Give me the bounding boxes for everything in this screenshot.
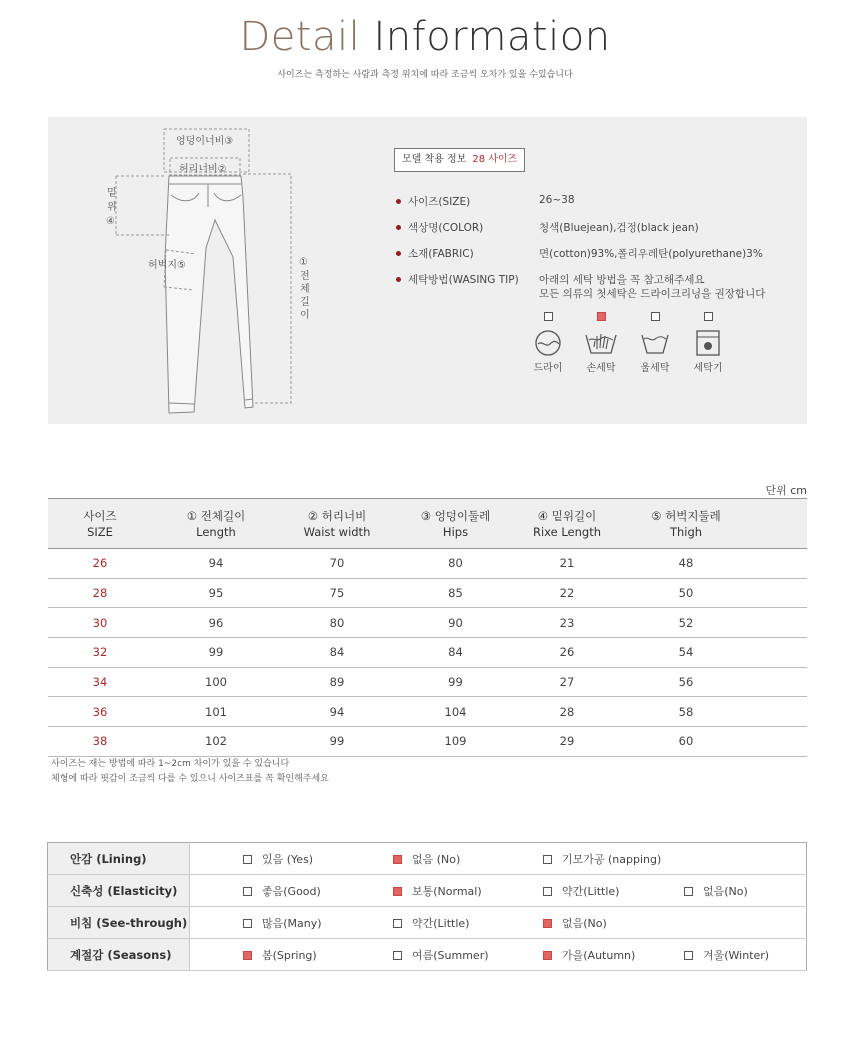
cell-waist: 80: [280, 608, 394, 638]
cell-rise: 26: [517, 638, 617, 668]
attr-label: 계절감 (Seasons): [48, 939, 190, 971]
cell-rise: 22: [517, 578, 617, 608]
bullet-dot: [396, 225, 401, 230]
spec-label: 소재(FABRIC): [408, 248, 474, 260]
cell-size: 36: [48, 697, 152, 727]
attr-option[interactable]: 많음(Many): [243, 915, 322, 931]
cell-thigh: 52: [617, 608, 755, 638]
attr-label: 비침 (See-through): [48, 907, 190, 939]
dry-clean-icon: [534, 329, 562, 357]
cell-hips: 85: [394, 578, 517, 608]
header-waist: ② 허리너비 Waist width: [280, 499, 394, 549]
header-spacer: [755, 499, 807, 549]
bullet-dot: [396, 199, 401, 204]
bullet-dot: [396, 277, 401, 282]
cell-thigh: 58: [617, 697, 755, 727]
cell-waist: 84: [280, 638, 394, 668]
table-row: [48, 578, 807, 608]
attr-checkbox[interactable]: [684, 951, 693, 960]
attr-label: 안감 (Lining): [48, 843, 190, 875]
attr-checkbox[interactable]: [543, 951, 552, 960]
size-table-header: [48, 499, 807, 549]
bullet-dot: [396, 251, 401, 256]
wash-option-hand: [579, 312, 623, 374]
cell-length: 94: [152, 549, 280, 579]
title-part1: Detail: [239, 14, 361, 60]
page-title: [0, 14, 850, 60]
cell-hips: 80: [394, 549, 517, 579]
attr-checkbox[interactable]: [243, 887, 252, 896]
cell-size: 34: [48, 667, 152, 697]
cell-thigh: 60: [617, 727, 755, 757]
spec-value-2: 모든 의류의 첫세탁은 드라이크리닝을 권장합니다: [539, 288, 766, 300]
length-label-2: 전: [300, 271, 310, 282]
cell-thigh: 48: [617, 549, 755, 579]
attributes-table: [47, 842, 807, 971]
cell-size: 28: [48, 578, 152, 608]
spec-value: 아래의 세탁 방법을 꼭 참고해주세요: [539, 274, 705, 286]
wash-label: 울세탁: [640, 363, 670, 374]
rise-label-3: ④: [106, 216, 115, 227]
thigh-label: 허벅지⑤: [148, 260, 186, 271]
header-length: ① 전체길이 Length: [152, 499, 280, 549]
attr-option[interactable]: 좋음(Good): [243, 883, 321, 899]
cell-waist: 89: [280, 667, 394, 697]
cell-waist: 99: [280, 727, 394, 757]
attr-option[interactable]: 없음(No): [543, 915, 607, 931]
model-size: 28 사이즈: [472, 154, 518, 165]
cell-hips: 90: [394, 608, 517, 638]
cell-hips: 99: [394, 667, 517, 697]
header-thigh: ⑤ 허벅지둘레 Thigh: [617, 499, 755, 549]
attr-checkbox[interactable]: [393, 887, 402, 896]
attr-checkbox[interactable]: [684, 887, 693, 896]
wash-option-dry: [526, 312, 570, 374]
wash-checkbox: [704, 312, 713, 321]
attr-row-elasticity: [48, 875, 807, 907]
unit-label: 단위 cm: [765, 484, 807, 497]
cell-rise: 28: [517, 697, 617, 727]
header-rise: ④ 밑위길이 Rixe Length: [517, 499, 617, 549]
cell-hips: 104: [394, 697, 517, 727]
cell-waist: 94: [280, 697, 394, 727]
attr-row-lining: [48, 843, 807, 875]
table-row: [48, 697, 807, 727]
spec-label: 색상명(COLOR): [408, 222, 484, 234]
cell-thigh: 54: [617, 638, 755, 668]
wash-checkbox: [651, 312, 660, 321]
attr-row-seasons: [48, 939, 807, 971]
cell-waist: 70: [280, 549, 394, 579]
table-row: [48, 608, 807, 638]
attr-option[interactable]: 기모가공 (napping): [543, 851, 661, 867]
attr-option[interactable]: 여름(Summer): [393, 947, 489, 963]
cell-size: 38: [48, 727, 152, 757]
jeans-measurement-diagram: [48, 117, 348, 424]
cell-rise: 29: [517, 727, 617, 757]
length-label-1: ①: [299, 257, 308, 268]
wash-option-machine: [686, 312, 730, 374]
size-table: [48, 498, 807, 757]
waist-width-label: 허리너비②: [179, 164, 227, 175]
model-info-box: [394, 148, 525, 172]
attr-option[interactable]: 봄(Spring): [243, 947, 317, 963]
attr-checkbox[interactable]: [543, 887, 552, 896]
attr-checkbox[interactable]: [543, 919, 552, 928]
model-info-label: 모델 착용 정보: [402, 154, 467, 165]
attr-option[interactable]: 있음 (Yes): [243, 851, 313, 867]
spec-value: 26~38: [539, 194, 575, 206]
length-label-5: 이: [300, 310, 310, 321]
attr-checkbox[interactable]: [243, 951, 252, 960]
table-row: [48, 667, 807, 697]
wash-label: 세탁기: [693, 363, 723, 374]
attr-option[interactable]: 약간(Little): [393, 915, 469, 931]
cell-waist: 75: [280, 578, 394, 608]
attr-checkbox[interactable]: [243, 855, 252, 864]
table-row: [48, 727, 807, 757]
rise-label-1: 밑: [107, 188, 117, 199]
product-info-panel: [48, 117, 807, 424]
rise-label-2: 위: [107, 202, 117, 213]
cell-length: 102: [152, 727, 280, 757]
attr-checkbox[interactable]: [393, 855, 402, 864]
cell-rise: 21: [517, 549, 617, 579]
wash-checkbox: [597, 312, 606, 321]
spec-label: 사이즈(SIZE): [408, 196, 471, 208]
attr-option[interactable]: 약간(Little): [543, 883, 619, 899]
cell-length: 99: [152, 638, 280, 668]
wash-checkbox: [544, 312, 553, 321]
wash-label: 드라이: [533, 363, 563, 374]
cell-rise: 23: [517, 608, 617, 638]
hip-width-label: 엉덩이너비③: [176, 136, 234, 147]
header-size: 사이즈 SIZE: [48, 499, 152, 549]
wash-option-wool: [633, 312, 677, 374]
cell-hips: 84: [394, 638, 517, 668]
wool-wash-icon: [640, 329, 670, 357]
spec-label: 세탁방법(WASING TIP): [408, 274, 519, 286]
hand-wash-icon: [584, 329, 618, 357]
attr-checkbox[interactable]: [393, 951, 402, 960]
cell-length: 95: [152, 578, 280, 608]
cell-rise: 27: [517, 667, 617, 697]
table-row: [48, 549, 807, 579]
attr-option[interactable]: 없음 (No): [393, 851, 460, 867]
washing-machine-icon: [694, 329, 722, 357]
cell-length: 96: [152, 608, 280, 638]
cell-length: 100: [152, 667, 280, 697]
attr-label: 신축성 (Elasticity): [48, 875, 190, 907]
attr-checkbox[interactable]: [543, 855, 552, 864]
attr-option[interactable]: 보통(Normal): [393, 883, 482, 899]
attr-option[interactable]: 겨울(Winter): [684, 947, 769, 963]
attr-row-see-through: [48, 907, 807, 939]
attr-checkbox[interactable]: [243, 919, 252, 928]
size-note: 체형에 따라 핏감이 조금씩 다를 수 있으니 사이즈표를 꼭 확인해주세요: [51, 774, 329, 784]
header-hips: ③ 엉덩이둘레 Hips: [394, 499, 517, 549]
size-notes: [51, 757, 329, 787]
title-part2: Information: [373, 14, 611, 60]
table-row: [48, 638, 807, 668]
spec-value: 면(cotton)93%,폴리우레탄(polyurethane)3%: [539, 248, 763, 260]
cell-hips: 109: [394, 727, 517, 757]
length-label-3: 체: [300, 284, 310, 295]
cell-thigh: 56: [617, 667, 755, 697]
length-label-4: 길: [300, 297, 310, 308]
size-note: 사이즈는 재는 방법에 따라 1~2cm 차이가 있을 수 있습니다: [51, 759, 290, 769]
cell-length: 101: [152, 697, 280, 727]
spec-value: 청색(Bluejean),검정(black jean): [539, 222, 699, 234]
attr-option[interactable]: 없음(No): [684, 883, 748, 899]
cell-size: 32: [48, 638, 152, 668]
attr-checkbox[interactable]: [393, 919, 402, 928]
cell-size: 26: [48, 549, 152, 579]
cell-size: 30: [48, 608, 152, 638]
page-subtitle: 사이즈는 측정하는 사람과 측정 위치에 따라 조금씩 오차가 있을 수있습니다: [277, 70, 573, 80]
attr-option[interactable]: 가을(Autumn): [543, 947, 635, 963]
wash-label: 손세탁: [586, 363, 616, 374]
cell-thigh: 50: [617, 578, 755, 608]
